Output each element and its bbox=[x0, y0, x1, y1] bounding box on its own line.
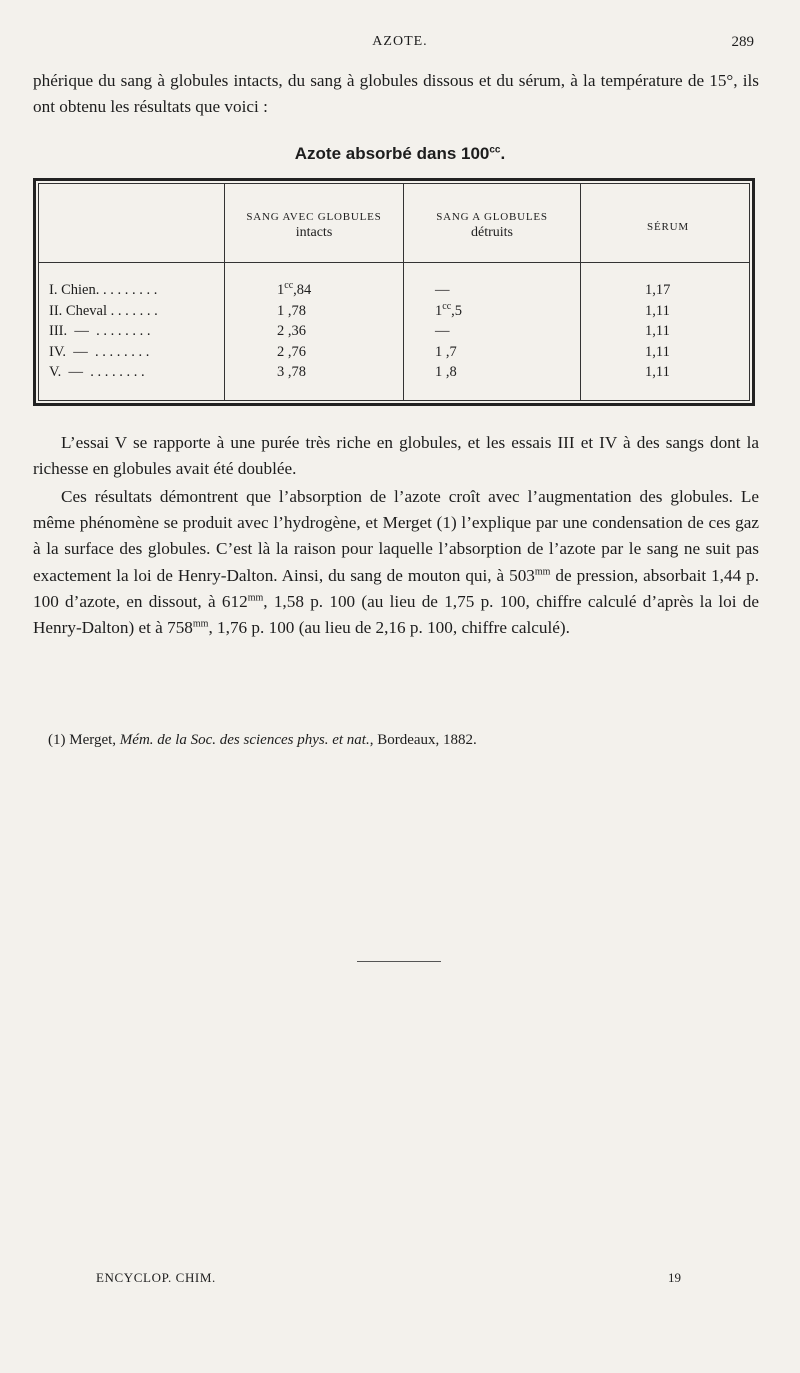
running-header bbox=[0, 34, 800, 58]
cell-detruits: $1^{cc},5$ bbox=[435, 300, 463, 319]
cell-serum: 1,11 bbox=[645, 323, 670, 339]
cell-intacts: 2 ,76 bbox=[277, 343, 306, 360]
caption-unit: cc bbox=[489, 144, 501, 156]
section-separator bbox=[357, 961, 441, 962]
header-line: SÉRUM bbox=[647, 221, 689, 233]
data-table bbox=[33, 178, 755, 406]
table-row bbox=[39, 280, 749, 300]
header-line: SANG AVEC GLOBULES bbox=[246, 211, 382, 223]
footer-signature: ENCYCLOP. CHIM. bbox=[96, 1270, 216, 1285]
table-caption bbox=[0, 144, 800, 164]
paragraph-essai: L’essai V se rapporte à une purée très riche en globules, et les essais III et IV à des sangs dont la richesse en globules avait été doublée. bbox=[33, 433, 759, 479]
footnote-citation: Mém. de la Soc. des sciences phys. et nat. bbox=[119, 732, 370, 748]
footer-sheet-number: 19 bbox=[668, 1270, 681, 1285]
cell-serum: 1,11 bbox=[645, 302, 670, 319]
page-footer bbox=[0, 1270, 800, 1290]
row-label: I. Chien. . . . . . . . . bbox=[49, 282, 158, 298]
cell-serum: 1,17 bbox=[645, 282, 671, 298]
table-row bbox=[39, 301, 749, 321]
row-label: IV. — . . . . . . . . bbox=[49, 343, 150, 360]
caption-end: . bbox=[500, 144, 506, 163]
footnote: (1) Merget, Mém. de la Soc. des sciences phys. et nat., Bordeaux, 1882. bbox=[48, 732, 477, 748]
cell-detruits: 1 ,7 bbox=[435, 343, 457, 360]
table-row bbox=[39, 321, 749, 341]
cell-intacts: 2 ,36 bbox=[277, 323, 306, 339]
cell-intacts: 1 ,78 bbox=[277, 302, 306, 319]
table-inner-frame bbox=[38, 183, 750, 401]
header-sang-a-globules bbox=[404, 210, 580, 240]
header-line: SANG A GLOBULES bbox=[436, 211, 548, 223]
row-label: III. — . . . . . . . . bbox=[49, 323, 151, 339]
cell-intacts: 3 ,78 bbox=[277, 364, 306, 380]
header-subline: détruits bbox=[471, 225, 513, 240]
table-row bbox=[39, 362, 749, 382]
cell-intacts: $1^{cc},84$ bbox=[277, 280, 312, 298]
header-serum bbox=[581, 220, 755, 235]
cell-detruits: 1 ,8 bbox=[435, 364, 457, 380]
cell-detruits: — bbox=[435, 323, 450, 339]
cell-detruits: — bbox=[435, 282, 450, 298]
cell-serum: 1,11 bbox=[645, 343, 670, 360]
running-title: AZOTE. bbox=[372, 34, 428, 49]
paragraph-intro: phérique du sang à globules intacts, du sang à globules dissous et du sérum, à la température de 15°, ils ont obtenu les résultats que voici : bbox=[33, 71, 759, 117]
row-label: V. — . . . . . . . . bbox=[49, 364, 145, 380]
page-number: 289 bbox=[731, 34, 754, 50]
header-subline: intacts bbox=[295, 225, 333, 240]
paragraph-resultats: Ces résultats démontrent que l’absorption de l’azote croît avec l’augmentation des globules. Le même phénomène se produit avec l’hydrogène, et Merget (1) l’explique par une condensation de ces gaz à la surface des globules. C’est là la raison pour laquelle l’absorption de l’azote par le sang ne suit pas exactement la loi de Henry-Dalton. Ainsi, du sang de mouton qui, à $503^{mm}$ de pression, absorbait 1,44 p. 100 d’azote, en dissout, à $612^{mm}$, 1,58 p. 100 (au lieu de 1,75 p. 100, chiffre calculé d’après la loi de Henry-Dalton) et à $758^{mm}$, 1,76 p. 100 (au lieu de 2,16 p. 100, chiffre calculé). bbox=[33, 487, 760, 638]
table-row bbox=[39, 342, 749, 362]
header-sang-avec-globules bbox=[225, 210, 403, 240]
row-label: II. Cheval . . . . . . . bbox=[49, 302, 158, 319]
cell-serum: 1,11 bbox=[645, 364, 670, 380]
header-divider bbox=[39, 262, 749, 263]
caption-text: Azote absorbé dans 100 bbox=[294, 144, 490, 163]
